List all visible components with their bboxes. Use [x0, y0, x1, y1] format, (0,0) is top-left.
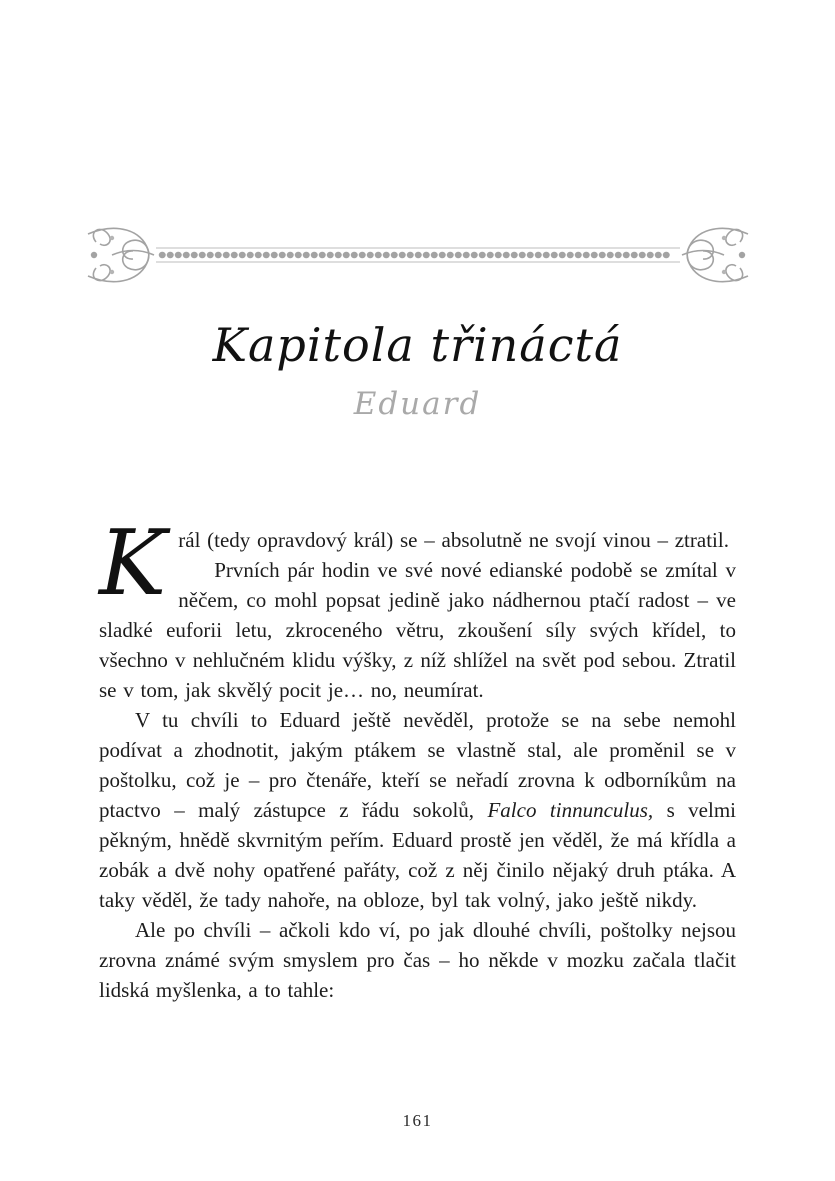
- italic-text: Falco tinnunculus,: [487, 797, 654, 822]
- paragraph: [99, 915, 736, 1005]
- chapter-title: Kapitola třináctá: [212, 318, 623, 372]
- body-text-segment: Prvních pár hodin ve své nové edianské podobě se zmítal v něčem, co mohl popsat jedině jako nádhernou ptačí radost – ve sladké euforii letu, zkroceného větru, zkoušení síly svých křídel, to všechno v nehlučném klidu výšky, z níž shlížel na svět pod sebou. Ztratil se v tom, jak skvělý pocit je… no, neumírat.: [99, 557, 736, 702]
- chapter-ornament: [82, 0, 754, 296]
- chapter-body: [99, 510, 737, 1005]
- body-text-segment: s velmi pěkným, hnědě skvrnitým peřím. Eduard prostě jen věděl, že má křídla a zobák a dvě nohy opatřené pařáty, což z něj činilo nějaký druh ptáka. A taky věděl, že tady nahoře, na obloze, byl tak volný, jako ještě nikdy.: [99, 797, 737, 912]
- floral-flourish-divider-icon: [82, 214, 754, 296]
- paragraph: [99, 705, 736, 915]
- body-text-segment: V tu chvíli to Eduard ještě nevěděl, protože se na sebe nemohl podívat a zhodnotit, jakým ptákem se vlastně stal, ale proměnil se v poštolku, což je – pro čtenáře, kteří se neřadí zrovna k odborníkům na ptactvo – malý zástupce z řádu sokolů,: [99, 707, 736, 822]
- chapter-subtitle: Eduard: [353, 385, 482, 422]
- body-text-segment: rál (tedy opravdový král) se – absolutně ne svojí vinou – ztratil.: [178, 527, 729, 552]
- body-text-segment: Ale po chvíli – ačkoli kdo ví, po jak dlouhé chvíli, poštolky nejsou zrovna známé svým smyslem pro čas – ho někde v mozku začala tlačit lidská myšlenka, a to tahle:: [99, 917, 736, 1002]
- page-number: 161: [402, 1111, 433, 1130]
- paragraph: [99, 510, 736, 616]
- paragraph: [99, 555, 736, 705]
- ornament-band-icon: [156, 248, 680, 262]
- drop-cap: K: [99, 510, 167, 616]
